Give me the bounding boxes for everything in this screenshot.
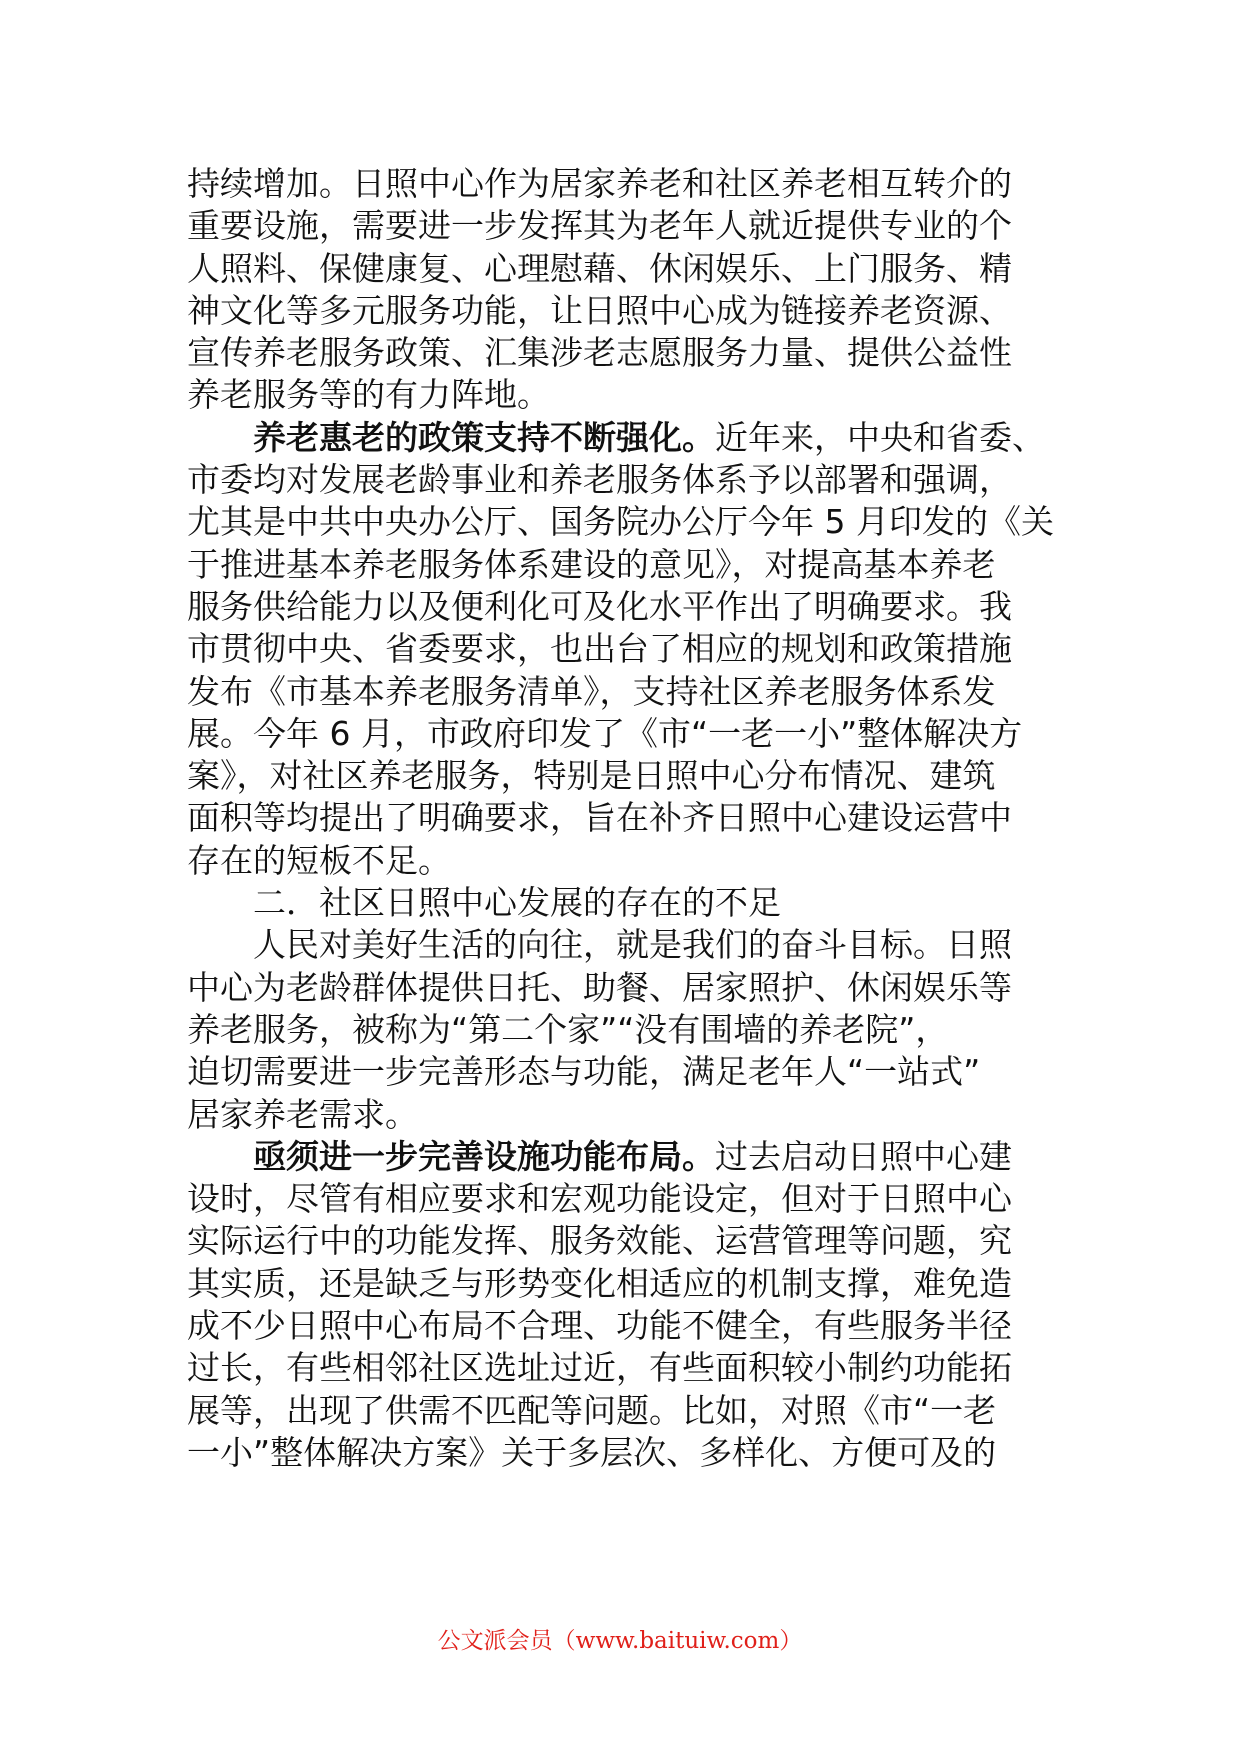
paragraph-heading: 养老惠老的政策支持不断强化。 (253, 417, 715, 457)
text-line (187, 374, 1067, 416)
text-line (187, 248, 1067, 290)
text-line (187, 1305, 1067, 1347)
text-line (187, 671, 1067, 713)
line-text: 重要设施，需要进一步发挥其为老年人就近提供专业的个 (187, 206, 1012, 246)
line-text: 存在的短板不足。 (187, 840, 451, 880)
paragraph (187, 924, 1067, 1135)
text-line (187, 544, 1067, 586)
line-text: 人民对美好生活的向往，就是我们的奋斗目标。日照 (253, 925, 1012, 965)
paragraph (187, 1136, 1067, 1474)
text-line (187, 586, 1067, 628)
paragraph (187, 882, 1067, 924)
text-line (187, 501, 1067, 543)
line-text: 展。今年 6 月，市政府印发了《市“一老一小”整体解决方 (187, 713, 1023, 753)
line-text: 于推进基本养老服务体系建设的意见》，对提高基本养老 (187, 544, 996, 584)
line-text: 尤其是中共中央办公厅、国务院办公厅今年 5 月印发的《关 (187, 502, 1054, 542)
line-text: 迫切需要进一步完善形态与功能，满足老年人“一站式” (187, 1052, 981, 1092)
paragraph (187, 417, 1067, 882)
line-text: 近年来，中央和省委、 (715, 417, 1045, 457)
text-line (187, 163, 1067, 205)
text-line (187, 840, 1067, 882)
line-text: 养老服务等的有力阵地。 (187, 375, 550, 415)
text-line (187, 459, 1067, 501)
line-text: 过长，有些相邻社区选址过近，有些面积较小制约功能拓 (187, 1348, 1012, 1388)
text-line (187, 1136, 1067, 1178)
line-text: 人照料、保健康复、心理慰藉、休闲娱乐、上门服务、精 (187, 248, 1012, 288)
line-text: 二．社区日照中心发展的存在的不足 (253, 883, 781, 923)
text-line (187, 205, 1067, 247)
document-body (187, 163, 1067, 1474)
text-line (187, 1220, 1067, 1262)
text-line (187, 1094, 1067, 1136)
text-line (187, 290, 1067, 332)
text-line (187, 1178, 1067, 1220)
text-line (187, 1051, 1067, 1093)
text-line (187, 755, 1067, 797)
line-text: 展等，出现了供需不匹配等问题。比如，对照《市“一老 (187, 1390, 997, 1430)
text-line (187, 967, 1067, 1009)
footer-watermark: 公文派会员（www.baituiw.com） (437, 1628, 803, 1654)
line-text: 服务供给能力以及便利化可及化水平作出了明确要求。我 (187, 586, 1012, 626)
text-line (187, 1432, 1067, 1474)
text-line (187, 417, 1067, 459)
text-line (187, 1347, 1067, 1389)
line-text: 中心为老龄群体提供日托、助餐、居家照护、休闲娱乐等 (187, 967, 1012, 1007)
paragraph (187, 163, 1067, 417)
text-line (187, 882, 1067, 924)
line-text: 设时，尽管有相应要求和宏观功能设定，但对于日照中心 (187, 1179, 1012, 1219)
line-text: 居家养老需求。 (187, 1094, 418, 1134)
line-text: 成不少日照中心布局不合理、功能不健全，有些服务半径 (187, 1306, 1012, 1346)
line-text: 过去启动日照中心建 (715, 1136, 1012, 1176)
line-text: 案》，对社区养老服务，特别是日照中心分布情况、建筑 (187, 756, 996, 796)
line-text: 市贯彻中央、省委要求，也出台了相应的规划和政策措施 (187, 629, 1012, 669)
text-line (187, 924, 1067, 966)
line-text: 市委均对发展老龄事业和养老服务体系予以部署和强调， (187, 460, 1012, 500)
line-text: 神文化等多元服务功能，让日照中心成为链接养老资源、 (187, 290, 1012, 330)
text-line (187, 1390, 1067, 1432)
line-text: 实际运行中的功能发挥、服务效能、运营管理等问题，究 (187, 1221, 1012, 1261)
text-line (187, 797, 1067, 839)
line-text: 持续增加。日照中心作为居家养老和社区养老相互转介的 (187, 164, 1012, 203)
text-line (187, 1009, 1067, 1051)
text-line (187, 713, 1067, 755)
line-text: 其实质，还是缺乏与形势变化相适应的机制支撑，难免造 (187, 1263, 1012, 1303)
text-line (187, 628, 1067, 670)
text-line (187, 332, 1067, 374)
paragraph-heading: 亟须进一步完善设施功能布局。 (253, 1136, 715, 1176)
line-text: 一小”整体解决方案》关于多层次、多样化、方便可及的 (187, 1432, 997, 1472)
line-text: 发布《市基本养老服务清单》，支持社区养老服务体系发 (187, 671, 996, 711)
line-text: 养老服务，被称为“第二个家”“没有围墙的养老院”， (187, 1009, 949, 1049)
line-text: 宣传养老服务政策、汇集涉老志愿服务力量、提供公益性 (187, 333, 1012, 373)
text-line (187, 1263, 1067, 1305)
line-text: 面积等均提出了明确要求，旨在补齐日照中心建设运营中 (187, 798, 1012, 838)
